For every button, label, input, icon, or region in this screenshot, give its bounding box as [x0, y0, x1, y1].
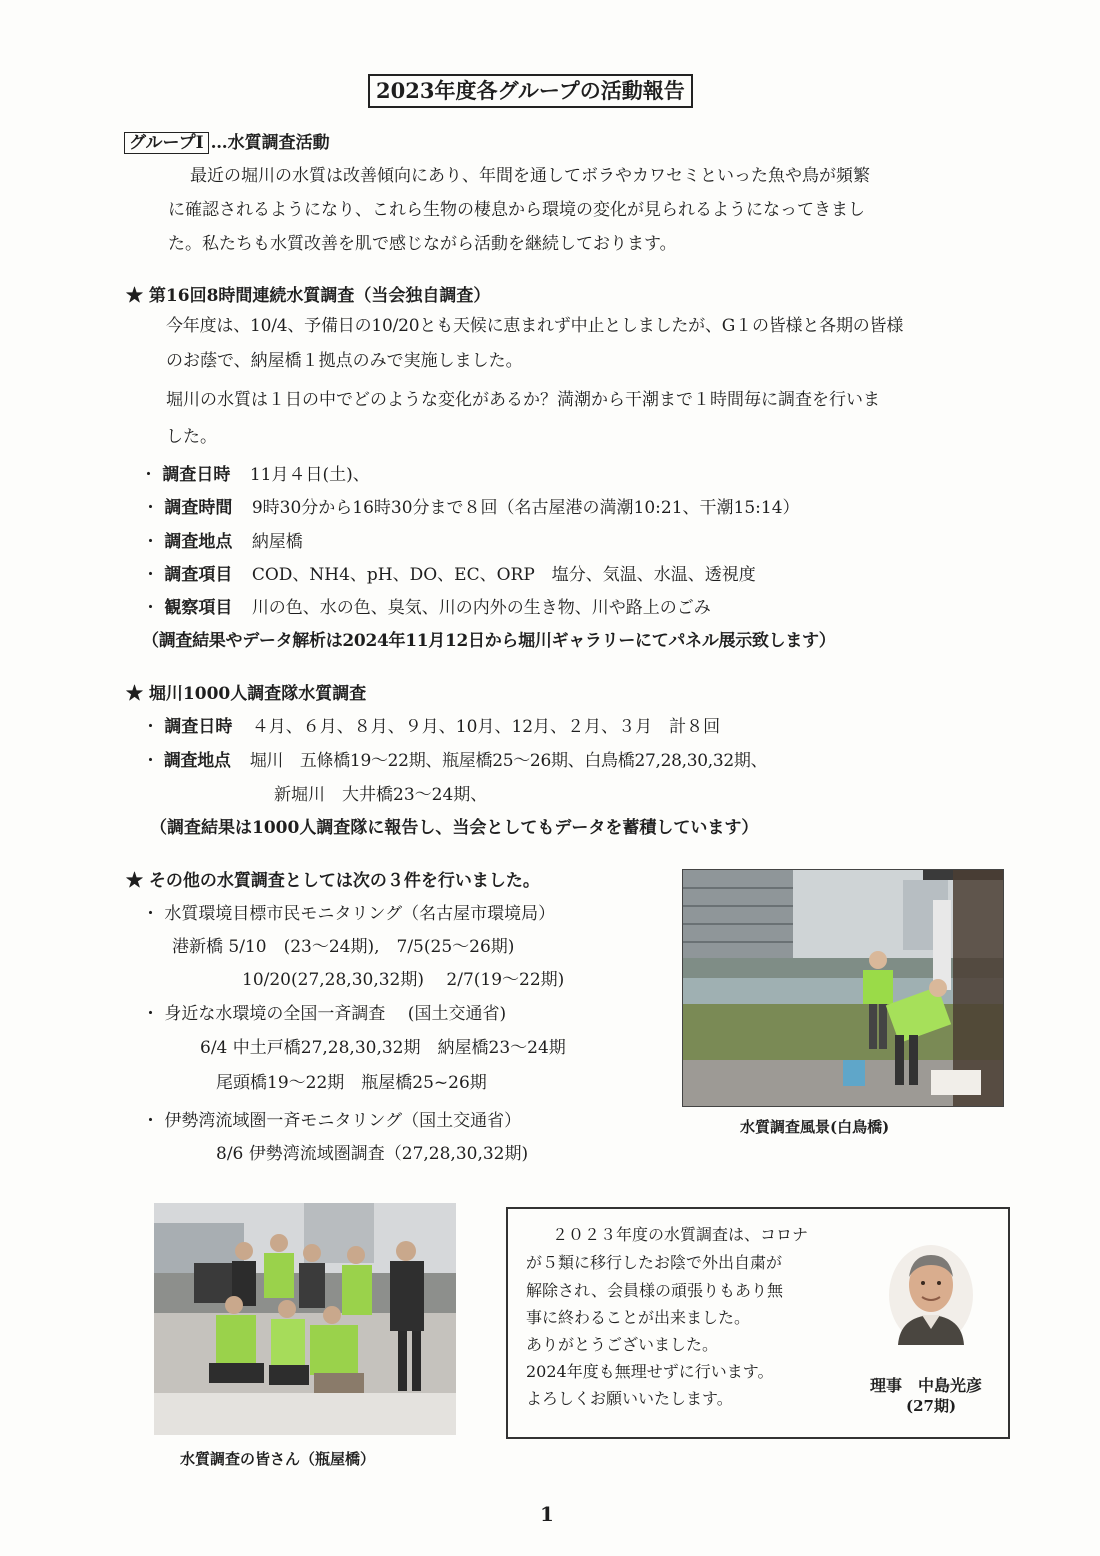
- item-label: 調査日時: [162, 465, 231, 485]
- section1-note: （調査結果やデータ解析は2024年11月12日から堀川ギャラリーにてパネル展示致します）: [142, 631, 836, 651]
- section3-item-3-line-1: 8/6 伊勢湾流域圏調査（27,28,30,32期): [216, 1144, 529, 1164]
- bullet: ・: [142, 717, 159, 737]
- section1-item-4: [142, 563, 756, 587]
- section3-item-1-line-2: 10/20(27,28,30,32期) 2/7(19～22期): [242, 970, 565, 990]
- section3-heading: ★ その他の水質調査としては次の３件を行いました。: [126, 871, 540, 891]
- section1-body-3: 堀川の水質は１日の中でどのような変化があるか？満潮から干潮まで１時間毎に調査を行いま: [166, 390, 880, 410]
- bullet: ・: [142, 532, 159, 552]
- survey-scene-photo: [682, 869, 1004, 1107]
- survey-scene-image: [683, 870, 1003, 1106]
- message-line-3: 解除され、会員様の頑張りもあり無: [526, 1281, 783, 1300]
- item-label: 調査日時: [164, 717, 233, 737]
- item-value: 川の色、水の色、臭気、川の内外の生き物、川や路上のごみ: [251, 598, 711, 618]
- section1-body-1: 今年度は、10/4、予備日の10/20とも天候に恵まれず中止としましたが、G１の皆様と各期の皆様: [166, 316, 904, 336]
- portrait-photo: [886, 1237, 976, 1345]
- intro-line-2: に確認されるようになり、これら生物の棲息から環境の変化が見られるようになってきまし: [168, 200, 865, 220]
- signature: 理事 中島光彦: [870, 1376, 983, 1395]
- section2-extra: 新堀川 大井橋23～24期、: [274, 785, 488, 805]
- item-value: 9時30分から16時30分まで８回（名古屋港の満潮10:21、干潮15:14）: [251, 498, 800, 518]
- group-photo: [154, 1203, 456, 1435]
- bullet: ・: [142, 598, 159, 618]
- item-label: 調査項目: [164, 565, 233, 585]
- item-value: 11月４日(土)、: [249, 465, 370, 485]
- item-label: 観察項目: [164, 598, 233, 618]
- item-label: 調査地点: [163, 751, 231, 771]
- intro-line-3: た。私たちも水質改善を肌で感じながら活動を継続しております。: [168, 234, 677, 254]
- section1-item-1: [140, 463, 370, 487]
- item-title: 伊勢湾流域圏一斉モニタリング（国土交通省）: [164, 1111, 522, 1131]
- section2-item-1: [142, 715, 720, 739]
- group-heading: [124, 131, 330, 155]
- section1-heading: ★ 第16回8時間連続水質調査（当会独自調査）: [126, 286, 491, 306]
- section3-item-2-line-2: 尾頭橋19～22期 瓶屋橋25~26期: [216, 1073, 487, 1093]
- group-photo-image: [154, 1203, 456, 1435]
- item-title: 身近な水環境の全国一斉調査 (国土交通省): [164, 1004, 507, 1024]
- message-box: [506, 1207, 1010, 1439]
- message-line-6: 2024年度も無理せずに行います。: [526, 1362, 774, 1381]
- signature-term: (27期): [906, 1397, 957, 1415]
- section1-body-2: のお蔭で、納屋橋１拠点のみで実施しました。: [166, 351, 523, 371]
- section2-note: （調査結果は1000人調査隊に報告し、当会としてもデータを蓄積しています）: [150, 818, 759, 838]
- section1-item-5: [142, 596, 711, 620]
- item-title: 水質環境目標市民モニタリング（名古屋市環境局）: [164, 904, 556, 924]
- message-line-2: が５類に移行したお陰で外出自粛が: [526, 1253, 783, 1272]
- item-value: 堀川 五條橋19～22期、瓶屋橋25～26期、白鳥橋27,28,30,32期、: [249, 751, 768, 771]
- group-photo-caption: 水質調査の皆さん（瓶屋橋）: [180, 1450, 376, 1468]
- section1-item-3: [142, 530, 303, 554]
- bullet: ・: [142, 1111, 159, 1131]
- group-label: グループⅠ: [124, 132, 209, 154]
- bullet: ・: [142, 751, 159, 771]
- intro-line-1: 最近の堀川の水質は改善傾向にあり、年間を通してボラやカワセミといった魚や鳥が頻繁: [190, 166, 870, 186]
- bullet: ・: [142, 1004, 159, 1024]
- section1-item-2: [142, 496, 800, 520]
- message-line-1: ２０２３年度の水質調査は、コロナ: [552, 1225, 809, 1244]
- message-line-7: よろしくお願いいたします。: [526, 1389, 733, 1408]
- section2-item-2: [142, 749, 767, 773]
- bullet: ・: [142, 498, 159, 518]
- bullet: ・: [142, 904, 159, 924]
- section2-heading: ★ 堀川1000人調査隊水質調査: [126, 684, 367, 704]
- section1-body-4: した。: [166, 427, 217, 447]
- item-value: ４月、６月、８月、９月、10月、12月、２月、３月 計８回: [251, 717, 721, 737]
- section3-item-3-title: [142, 1109, 521, 1133]
- section3-item-2-title: [142, 1002, 506, 1026]
- section3-item-1-title: [142, 902, 555, 926]
- message-line-5: ありがとうございました。: [526, 1335, 719, 1354]
- item-label: 調査地点: [164, 532, 233, 552]
- survey-scene-caption: 水質調査風景(白鳥橋): [740, 1118, 890, 1136]
- section3-item-2-line-1: 6/4 中土戸橋27,28,30,32期 納屋橋23～24期: [200, 1038, 566, 1058]
- page-title: 2023年度各グループの活動報告: [368, 74, 693, 108]
- page-number: 1: [540, 1502, 554, 1526]
- item-value: COD、NH4、pH、DO、EC、ORP 塩分、気温、水温、透視度: [251, 565, 756, 585]
- item-value: 納屋橋: [251, 532, 303, 552]
- bullet: ・: [140, 465, 157, 485]
- section3-item-1-line-1: 港新橋 5/10 (23～24期), 7/5(25～26期): [172, 937, 515, 957]
- group-heading-text: …水質調査活動: [210, 133, 330, 153]
- bullet: ・: [142, 565, 159, 585]
- item-label: 調査時間: [164, 498, 233, 518]
- portrait-image: [886, 1237, 976, 1345]
- message-line-4: 事に終わることが出来ました。: [526, 1308, 751, 1327]
